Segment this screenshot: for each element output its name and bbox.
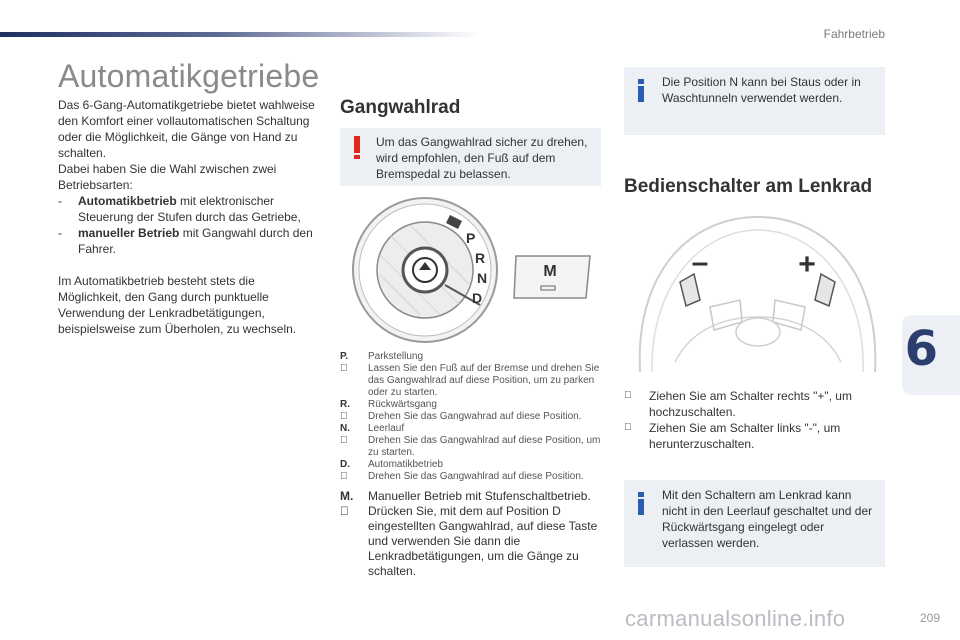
dial-letter-d: D bbox=[472, 290, 483, 306]
section-title: Fahrbetrieb bbox=[823, 27, 885, 41]
legend-item-manual: M. Manueller Betrieb mit Stufenschaltbetrieb. bbox=[340, 489, 591, 503]
watermark: carmanualsonline.info bbox=[625, 606, 846, 631]
warning-icon bbox=[354, 136, 360, 158]
mode-description: mit Gangwahl durch den Fahrer. bbox=[78, 226, 313, 256]
info-text: Die Position N kann bei Staus oder in Waschtunneln verwendet werden. bbox=[662, 75, 861, 105]
legend-item: Drehen Sie das Gangwahlrad auf diese Position. bbox=[368, 471, 584, 482]
page-title: Automatikgetriebe bbox=[58, 58, 320, 94]
manual-button-label: M bbox=[543, 263, 557, 280]
legend-item: D. Automatikbetrieb bbox=[340, 459, 444, 470]
steering-wheel-paddles-illustration bbox=[630, 212, 885, 377]
legend-item: Drehen Sie das Gangwahlrad auf diese Position, um zu starten. bbox=[368, 435, 601, 458]
info-icon bbox=[638, 79, 644, 101]
info-icon bbox=[638, 492, 644, 514]
gear-selector-dial-illustration bbox=[350, 195, 500, 345]
intro-paragraph: Das 6-Gang-Automatikgetriebe bietet wahlweise den Komfort einer vollautomatischen Schaltung oder die Möglichkeit, die Gänge von Hand zu schalten. bbox=[58, 98, 315, 160]
mode-name: Automatikbetrieb bbox=[78, 194, 177, 208]
mode-item-automatic bbox=[58, 193, 320, 225]
legend-item-manual: Drücken Sie, mit dem auf Position D eingestellten Gangwahlrad, auf diese Taste und verwenden Sie dann die Lenkradbetätigungen, um die Gänge zu schalten. bbox=[368, 504, 598, 578]
info-box-paddles bbox=[624, 480, 885, 567]
section-heading-gear-selector: Gangwahlrad bbox=[340, 97, 461, 118]
instruction-item: Ziehen Sie am Schalter rechts "+", um hochzuschalten. bbox=[649, 389, 852, 419]
warning-text: Um das Gangwahlrad sicher zu drehen, wird empfohlen, den Fuß auf dem Bremspedal zu belassen. bbox=[376, 135, 588, 181]
chapter-number: 6 bbox=[904, 321, 938, 377]
legend-item: N. Leerlauf bbox=[340, 423, 405, 434]
manual-mode-button-illustration bbox=[512, 254, 594, 300]
closing-paragraph: Im Automatikbetrieb besteht stets die Möglichkeit, den Gang durch punktuelle Verwendung der Lenkradbetätigungen, beispielsweise zum Überholen, zu wechseln. bbox=[58, 274, 297, 336]
legend-item: Lassen Sie den Fuß auf der Bremse und drehen Sie das Gangwahlrad auf diese Position, um zu parken oder zu starten. bbox=[368, 363, 600, 398]
dial-letter-p: P bbox=[466, 230, 476, 246]
gear-legend bbox=[340, 351, 605, 579]
header-accent-bar bbox=[0, 32, 480, 37]
mode-name: manueller Betrieb bbox=[78, 226, 180, 240]
legend-item: R. Rückwärtsgang bbox=[340, 399, 437, 410]
section-heading-steering-controls: Bedienschalter am Lenkrad bbox=[624, 176, 873, 197]
mode-description: mit elektronischer Steuerung der Stufen durch das Getriebe, bbox=[78, 194, 301, 224]
warning-box bbox=[340, 128, 601, 186]
intro-paragraph-2: Dabei haben Sie die Wahl zwischen zwei Betriebsarten: bbox=[58, 162, 277, 192]
info-box-neutral bbox=[624, 67, 885, 135]
plus-paddle-label: + bbox=[798, 248, 816, 281]
list-dash: - bbox=[58, 226, 62, 240]
mode-item-manual bbox=[58, 225, 320, 257]
paddle-instructions bbox=[624, 388, 886, 452]
minus-paddle-label: – bbox=[691, 246, 709, 279]
page-number: 209 bbox=[919, 611, 940, 625]
legend-item: Drehen Sie das Gangwahrad auf diese Position. bbox=[368, 411, 582, 422]
legend-item: P. Parkstellung bbox=[340, 351, 424, 362]
list-dash: - bbox=[58, 194, 62, 208]
instruction-item: Ziehen Sie am Schalter links "-", um herunterzuschalten. bbox=[649, 421, 841, 451]
dial-letter-r: R bbox=[475, 250, 486, 266]
dial-letter-n: N bbox=[477, 270, 488, 286]
intro-column bbox=[58, 97, 320, 337]
info-text: Mit den Schaltern am Lenkrad kann nicht in den Leerlauf geschaltet und der Rückwärtsgang eingelegt oder verlassen werden. bbox=[662, 488, 873, 550]
